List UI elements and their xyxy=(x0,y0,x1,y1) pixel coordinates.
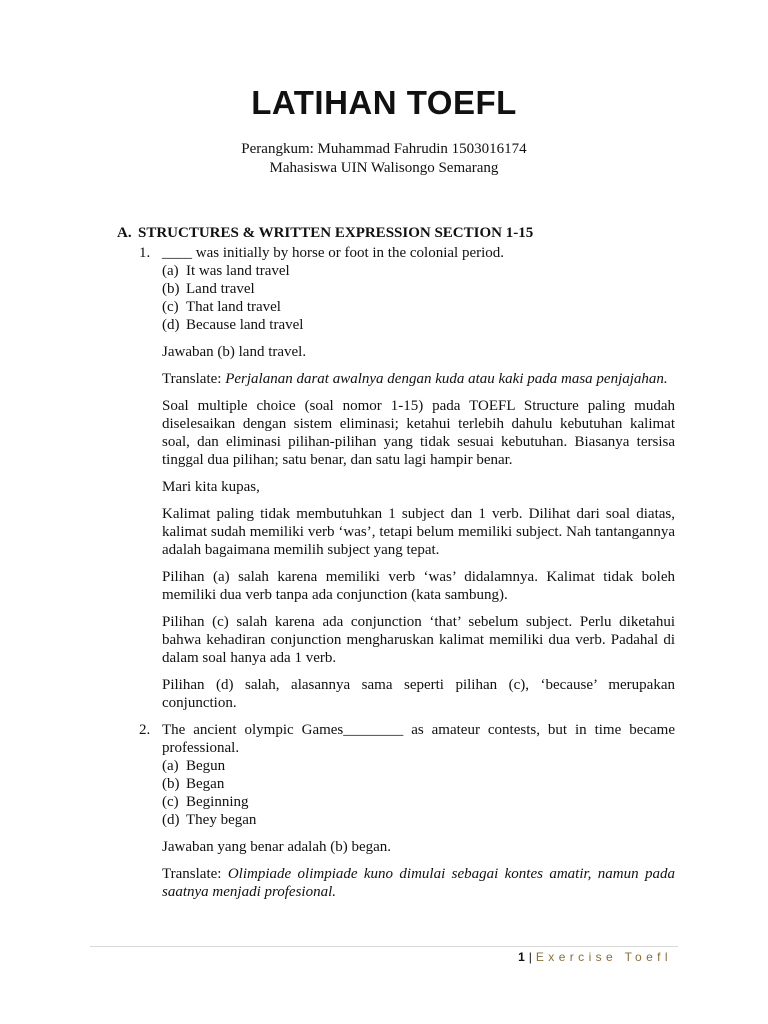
compiler-affiliation: Mahasiswa UIN Walisongo Semarang xyxy=(269,160,499,176)
translation xyxy=(162,865,675,901)
option-item xyxy=(162,793,675,811)
explanation-paragraph: Pilihan (a) salah karena memiliki verb ‘was’ didalamnya. Kalimat tidak boleh memiliki dua verb tanpa ada conjunction (kata sambung). xyxy=(162,569,675,603)
explanation-paragraph: Pilihan (c) salah karena ada conjunction ‘that’ sebelum subject. Perlu diketahui bahwa kehadiran conjunction mengharuskan kalimat memiliki dua verb. Padahal di dalam soal hanya ada 1 verb. xyxy=(162,614,675,666)
footer-divider xyxy=(90,946,678,947)
option-text: Land travel xyxy=(186,281,255,297)
answer-text: Jawaban (b) land travel. xyxy=(162,344,307,360)
explanation-paragraph: Soal multiple choice (soal nomor 1-15) pada TOEFL Structure paling mudah diselesaikan dengan sistem eliminasi; ketahui terlebih dahulu kebutuhan kalimat soal, dan eliminasi pilihan-pilihan yang tidak sesuai kebutuhan. Biasanya tersisa tinggal dua pilihan; satu benar, dan satu lagi hampir benar. xyxy=(162,398,675,468)
option-list xyxy=(162,757,675,829)
question-1 xyxy=(139,244,675,712)
option-text: Begun xyxy=(186,758,226,774)
compiler-info xyxy=(0,140,768,178)
option-text: That land travel xyxy=(186,299,281,315)
option-letter: (c) xyxy=(162,794,179,810)
option-text: It was land travel xyxy=(186,263,290,279)
page-number: 1 xyxy=(518,950,525,964)
footer-separator: | xyxy=(528,950,532,964)
question-text: The ancient olympic Games________ as amateur contests, but in time became professional. xyxy=(162,722,675,756)
option-letter: (b) xyxy=(162,776,180,792)
option-item xyxy=(162,775,675,793)
answer-text: Jawaban yang benar adalah (b) began. xyxy=(162,839,392,855)
page-footer xyxy=(518,950,672,964)
option-letter: (d) xyxy=(162,317,180,333)
section-heading xyxy=(117,225,533,242)
document-body xyxy=(139,244,675,901)
footer-label: Exercise Toefl xyxy=(535,950,672,964)
option-text: Began xyxy=(186,776,225,792)
compiler-name: Perangkum: Muhammad Fahrudin 1503016174 xyxy=(241,141,527,157)
option-item xyxy=(162,298,675,316)
option-item xyxy=(162,280,675,298)
option-text: Because land travel xyxy=(186,317,304,333)
question-number: 2. xyxy=(139,722,151,738)
option-text: They began xyxy=(186,812,257,828)
translate-label: Translate: xyxy=(162,866,228,882)
option-item xyxy=(162,316,675,334)
question-text: ____ was initially by horse or foot in the colonial period. xyxy=(162,245,505,261)
option-list xyxy=(162,262,675,334)
option-letter: (c) xyxy=(162,299,179,315)
translate-label: Translate: xyxy=(162,371,226,387)
section-title: STRUCTURES & WRITTEN EXPRESSION SECTION 1-15 xyxy=(138,225,534,241)
translate-text: Perjalanan darat awalnya dengan kuda atau kaki pada masa penjajahan. xyxy=(225,371,668,387)
explanation-paragraph: Mari kita kupas, xyxy=(162,479,260,495)
section-letter: A. xyxy=(117,225,132,241)
translation xyxy=(162,370,675,388)
option-item xyxy=(162,811,675,829)
explanation-paragraph: Pilihan (d) salah, alasannya sama seperti pilihan (c), ‘because’ merupakan conjunction. xyxy=(162,677,675,711)
option-item xyxy=(162,262,675,280)
option-letter: (a) xyxy=(162,758,179,774)
document-title: LATIHAN TOEFL xyxy=(251,84,517,121)
translate-text: Olimpiade olimpiade kuno dimulai sebagai kontes amatir, namun pada saatnya menjadi profesional. xyxy=(162,866,676,900)
option-item xyxy=(162,757,675,775)
question-2 xyxy=(139,721,675,901)
option-letter: (d) xyxy=(162,812,180,828)
option-letter: (b) xyxy=(162,281,180,297)
option-letter: (a) xyxy=(162,263,179,279)
option-text: Beginning xyxy=(186,794,249,810)
explanation-paragraph: Kalimat paling tidak membutuhkan 1 subject dan 1 verb. Dilihat dari soal diatas, kalimat sudah memiliki verb ‘was’, tetapi belum memiliki subject. Nah tantangannya adalah bagaimana memilih subject yang tepat. xyxy=(162,506,675,558)
question-number: 1. xyxy=(139,245,151,261)
